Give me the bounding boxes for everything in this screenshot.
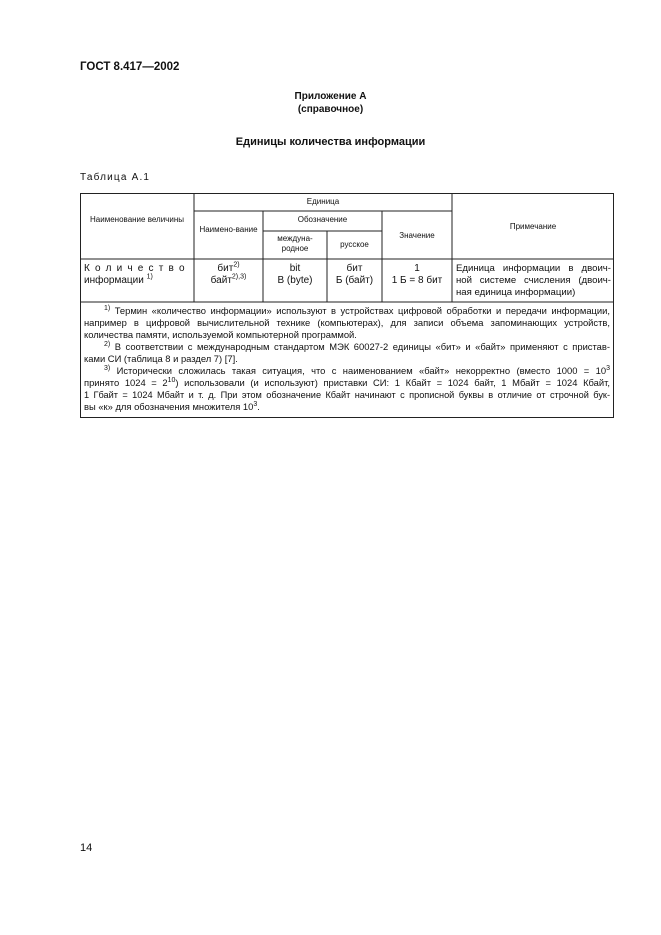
footnote-2-line1: $^{2)}$ В соответствии с международным стандартом МЭК 60027-2 единицы «бит» и «байт» применяют с пристав-	[104, 340, 610, 352]
header-russian: русское	[340, 240, 369, 249]
row-rus-bit: бит	[346, 263, 363, 274]
header-designation: Обозначение	[297, 215, 348, 224]
row-note-line1: Единица информации в двоич-	[456, 263, 611, 274]
header-international: междуна-родное	[277, 234, 313, 253]
row-quantity-line1: Количество	[84, 263, 190, 274]
table-caption: Таблица А.1	[80, 172, 151, 183]
row-note-line3: ная единица информации)	[456, 287, 576, 298]
row-quantity-line2: информации $^{1)}$	[84, 273, 153, 286]
section-heading: Единицы количества информации	[235, 136, 426, 148]
header-unit-name: Наимено-вание	[199, 225, 258, 234]
row-intl-bit: bit	[289, 263, 301, 274]
footnote-3-line3: 1 Гбайт = 1024 Мбайт и т. д. При этом обозначение Кбайт начинают с прописной буквы в отличие от строчной бук-	[84, 390, 610, 400]
footnote-3-line2: принято $1024 = 2^{10}$) использовали (и используют) приставки СИ: 1 Кбайт = 1024 байт, 1 Мбайт = 1024 Кбайт,	[84, 376, 610, 388]
row-note-line2: ной системе счисления (двоич-	[456, 275, 611, 286]
header-value: Значение	[399, 231, 435, 240]
header-unit: Единица	[306, 197, 340, 206]
appendix-title: Приложение А	[294, 91, 367, 102]
row-value-2: 1 Б = 8 бит	[391, 275, 443, 286]
footnote-1-line2: например в цифровой вычислительной технике (компьютерах), для записи объема запоминающих устройств,	[84, 317, 610, 328]
document-title: ГОСТ 8.417—2002	[80, 61, 180, 73]
row-value-1: 1	[414, 263, 420, 274]
units-table	[80, 193, 614, 418]
row-rus-byte: Б (байт)	[335, 275, 374, 286]
page-number: 14	[80, 842, 93, 854]
footnote-2-line2: ками СИ (таблица 8 и раздел 7) [7].	[84, 353, 238, 364]
row-name-byte: байт$^{2),3)}$	[210, 273, 247, 286]
row-name-bit: бит$^{2)}$	[217, 261, 240, 274]
footnote-3-line1: $^{3)}$ Исторически сложилась такая ситуация, что с наименованием «байт» некорректно (вместо $1000 = 10^3$	[104, 364, 610, 376]
header-quantity-name: Наименование величины	[90, 215, 184, 224]
appendix-subtitle: (справочное)	[297, 104, 364, 115]
header-note: Примечание	[509, 222, 557, 231]
footnote-1-line3: количества памяти, используемой компьютерной программой.	[84, 329, 357, 340]
footnote-1-line1: $^{1)}$ Термин «количество информации» используют в устройствах цифровой обработки и передачи информации,	[104, 304, 610, 316]
row-intl-byte: B (byte)	[277, 275, 313, 286]
footnote-3-line4: вы «к» для обозначения множителя $10^3$.	[84, 400, 260, 412]
